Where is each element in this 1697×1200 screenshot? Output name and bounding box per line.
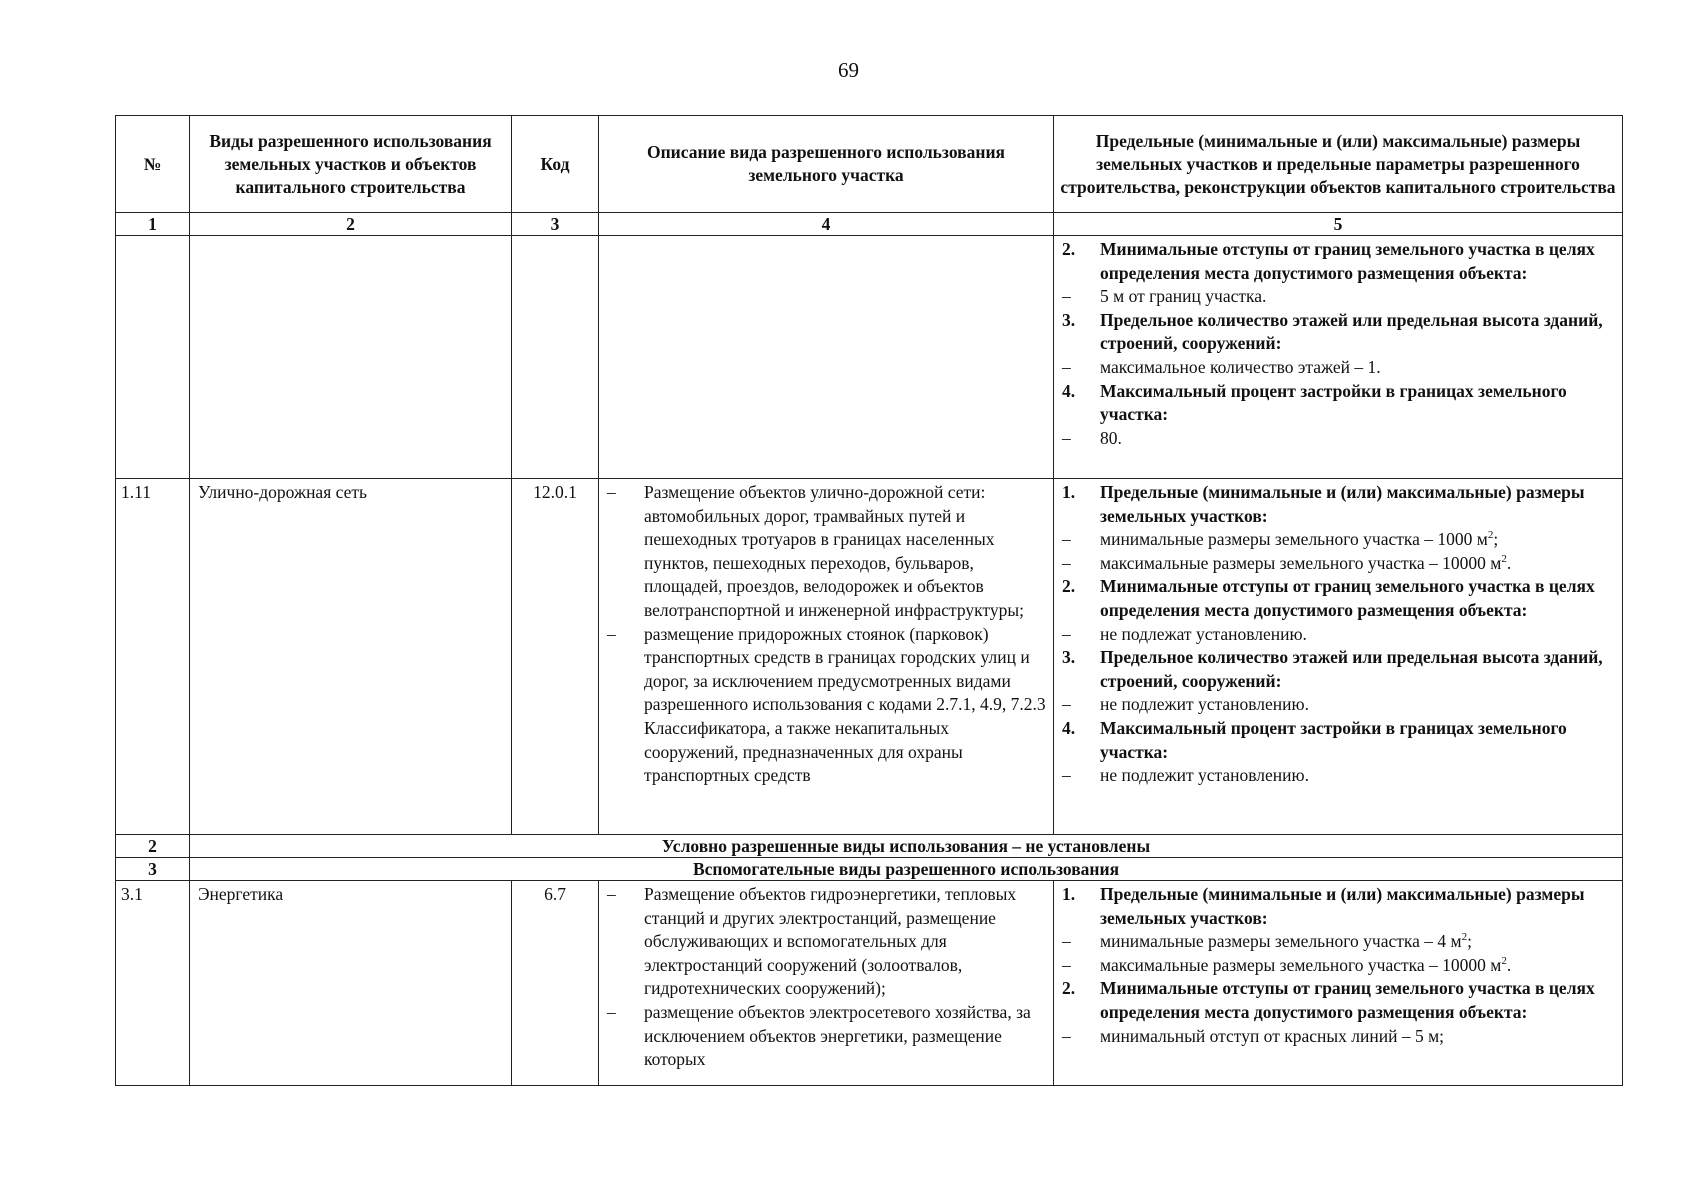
list-marker: –	[1062, 623, 1071, 644]
list-text: Размещение объектов улично-дорожной сети: автомобильных дорог, трамвайных путей и пешеходных тротуаров в границах населенных пунктов, пешеходных переходов, бульваров, площадей, проездов, велодорожек и объектов велотранспортной и инженерной инфраструктуры;	[644, 482, 1024, 620]
list-marker: 3.	[1062, 309, 1076, 330]
list-item	[1062, 238, 1618, 285]
list-item	[607, 1001, 1047, 1072]
list-item	[1062, 309, 1618, 356]
superscript: 2	[1501, 954, 1507, 967]
list-item	[1062, 693, 1618, 717]
use-type-code: 6.7	[512, 881, 599, 1086]
list-marker: –	[607, 1001, 616, 1022]
list-text: Максимальный процент застройки в границах земельного участка:	[1100, 717, 1567, 762]
list-marker: 4.	[1062, 717, 1076, 738]
description-cell	[599, 881, 1054, 1086]
list-text: Размещение объектов гидроэнергетики, тепловых станций и других электростанций, размещение обслуживающих и вспомогательных для электростанций сооружений (золоотвалов, гидротехнических сооружений);	[644, 884, 1017, 999]
list-marker: 2.	[1062, 576, 1076, 597]
list-item	[1062, 930, 1618, 954]
list-item	[1062, 646, 1618, 693]
list-text: 80.	[1100, 427, 1122, 448]
list-item	[1062, 883, 1618, 930]
list-text: не подлежит установлению.	[1100, 765, 1309, 786]
list-text: размещение придорожных стоянок (парковок) транспортных средств в границах городских улиц и дорог, за исключением предусмотренных видами разрешенного использования с кодами 2.7.1, 4.9, 7.2.3 Классификатора, а также некапитальных сооружений, предназначенных для охраны транспортных средств	[644, 623, 1046, 786]
use-type-name: Энергетика	[190, 881, 512, 1086]
list-item	[1062, 977, 1618, 1024]
list-item	[607, 481, 1047, 623]
header-number: №	[116, 116, 190, 213]
list-item	[1062, 954, 1618, 978]
list-text: не подлежат установлению.	[1100, 623, 1307, 644]
list-marker: –	[607, 482, 616, 502]
row-number: 1.11	[116, 479, 190, 835]
list-marker: –	[1062, 765, 1071, 786]
section-title: Вспомогательные виды разрешенного использования	[190, 858, 1623, 881]
parameters-cell	[1054, 479, 1623, 835]
section-row	[116, 858, 1623, 881]
list-item	[1062, 427, 1618, 451]
list-text: Максимальный процент застройки в границах земельного участка:	[1100, 380, 1567, 425]
header-parameters: Предельные (минимальные и (или) максимальные) размеры земельных участков и предельные параметры разрешенного строительства, реконструкции объектов капитального строительства	[1054, 116, 1623, 213]
page-number: 69	[838, 58, 859, 82]
list-marker: 2.	[1062, 978, 1076, 999]
cell-empty	[512, 236, 599, 479]
list-text: максимальные размеры земельного участка – 10000 $м^2$.	[1100, 552, 1512, 573]
list-item	[1062, 380, 1618, 427]
list-marker: –	[1062, 286, 1071, 307]
list-text: Минимальные отступы от границ земельного участка в целях определения места допустимого размещения объекта:	[1100, 978, 1595, 1022]
parameters-cell	[1054, 881, 1623, 1086]
list-item	[607, 883, 1047, 1001]
section-title: Условно разрешенные виды использования – не установлены	[190, 835, 1623, 858]
superscript: 2	[1461, 931, 1468, 944]
description-cell	[599, 479, 1054, 835]
table-row	[116, 881, 1623, 1086]
list-marker: –	[607, 623, 616, 644]
column-number: 2	[190, 213, 512, 236]
cell-empty	[599, 236, 1054, 479]
section-row	[116, 835, 1623, 858]
list-text: Минимальные отступы от границ земельного участка в целях определения места допустимого размещения объекта:	[1100, 239, 1595, 283]
list-item	[1062, 552, 1618, 576]
list-marker: –	[1062, 356, 1071, 377]
header-description: Описание вида разрешенного использования земельного участка	[599, 116, 1054, 213]
list-item	[607, 623, 1047, 788]
superscript: 2	[1487, 529, 1494, 542]
column-number-row	[116, 213, 1623, 236]
list-marker: –	[1062, 427, 1071, 448]
list-item	[1062, 1025, 1618, 1049]
list-text: не подлежит установлению.	[1100, 694, 1309, 715]
list-text: минимальные размеры земельного участка – 1000 $м^2$;	[1100, 529, 1499, 550]
parameters-cell	[1054, 236, 1623, 479]
superscript: 2	[1501, 552, 1507, 565]
list-marker: 1.	[1062, 884, 1076, 904]
list-text: 5 м от границ участка.	[1100, 286, 1267, 307]
column-number: 4	[599, 213, 1054, 236]
table-row-continuation	[116, 236, 1623, 479]
list-marker: –	[1062, 931, 1071, 952]
list-item	[1062, 717, 1618, 764]
list-text: размещение объектов электросетевого хозяйства, за исключением объектов энергетики, размещение которых	[644, 1001, 1031, 1070]
list-marker: –	[1062, 954, 1071, 975]
list-marker: 2.	[1062, 239, 1076, 259]
land-use-table	[115, 115, 1623, 1086]
use-type-code: 12.0.1	[512, 479, 599, 835]
column-number: 1	[116, 213, 190, 236]
list-item	[1062, 356, 1618, 380]
list-text: минимальный отступ от красных линий – 5 м;	[1100, 1025, 1445, 1046]
list-text: максимальные размеры земельного участка – 10000 $м^2$.	[1100, 954, 1512, 975]
list-item	[1062, 575, 1618, 622]
list-marker: –	[1062, 529, 1071, 550]
table-header-row	[116, 116, 1623, 213]
cell-empty	[116, 236, 190, 479]
section-number: 3	[116, 858, 190, 881]
use-type-name: Улично-дорожная сеть	[190, 479, 512, 835]
list-item	[1062, 623, 1618, 647]
list-marker: –	[1062, 1025, 1071, 1046]
column-number: 3	[512, 213, 599, 236]
table-row	[116, 479, 1623, 835]
header-code: Код	[512, 116, 599, 213]
list-item	[1062, 764, 1618, 788]
list-text: минимальные размеры земельного участка – 4 $м^2$;	[1100, 931, 1472, 952]
list-text: Предельное количество этажей или предельная высота зданий, строений, сооружений:	[1100, 309, 1603, 354]
list-marker: –	[1062, 552, 1071, 573]
list-marker: –	[607, 884, 616, 904]
list-marker: 3.	[1062, 647, 1076, 668]
list-item	[1062, 481, 1618, 528]
header-use-type: Виды разрешенного использования земельных участков и объектов капитального строительства	[190, 116, 512, 213]
list-item	[1062, 285, 1618, 309]
list-marker: –	[1062, 694, 1071, 715]
list-marker: 1.	[1062, 482, 1076, 502]
list-text: максимальное количество этажей – 1.	[1100, 356, 1381, 377]
list-text: Минимальные отступы от границ земельного участка в целях определения места допустимого размещения объекта:	[1100, 576, 1595, 620]
list-marker: 4.	[1062, 380, 1076, 401]
list-item	[1062, 528, 1618, 552]
list-text: Предельные (минимальные и (или) максимальные) размеры земельных участков:	[1100, 482, 1585, 526]
section-number: 2	[116, 835, 190, 858]
list-text: Предельные (минимальные и (или) максимальные) размеры земельных участков:	[1100, 884, 1585, 928]
list-text: Предельное количество этажей или предельная высота зданий, строений, сооружений:	[1100, 647, 1603, 691]
cell-empty	[190, 236, 512, 479]
column-number: 5	[1054, 213, 1623, 236]
row-number: 3.1	[116, 881, 190, 1086]
